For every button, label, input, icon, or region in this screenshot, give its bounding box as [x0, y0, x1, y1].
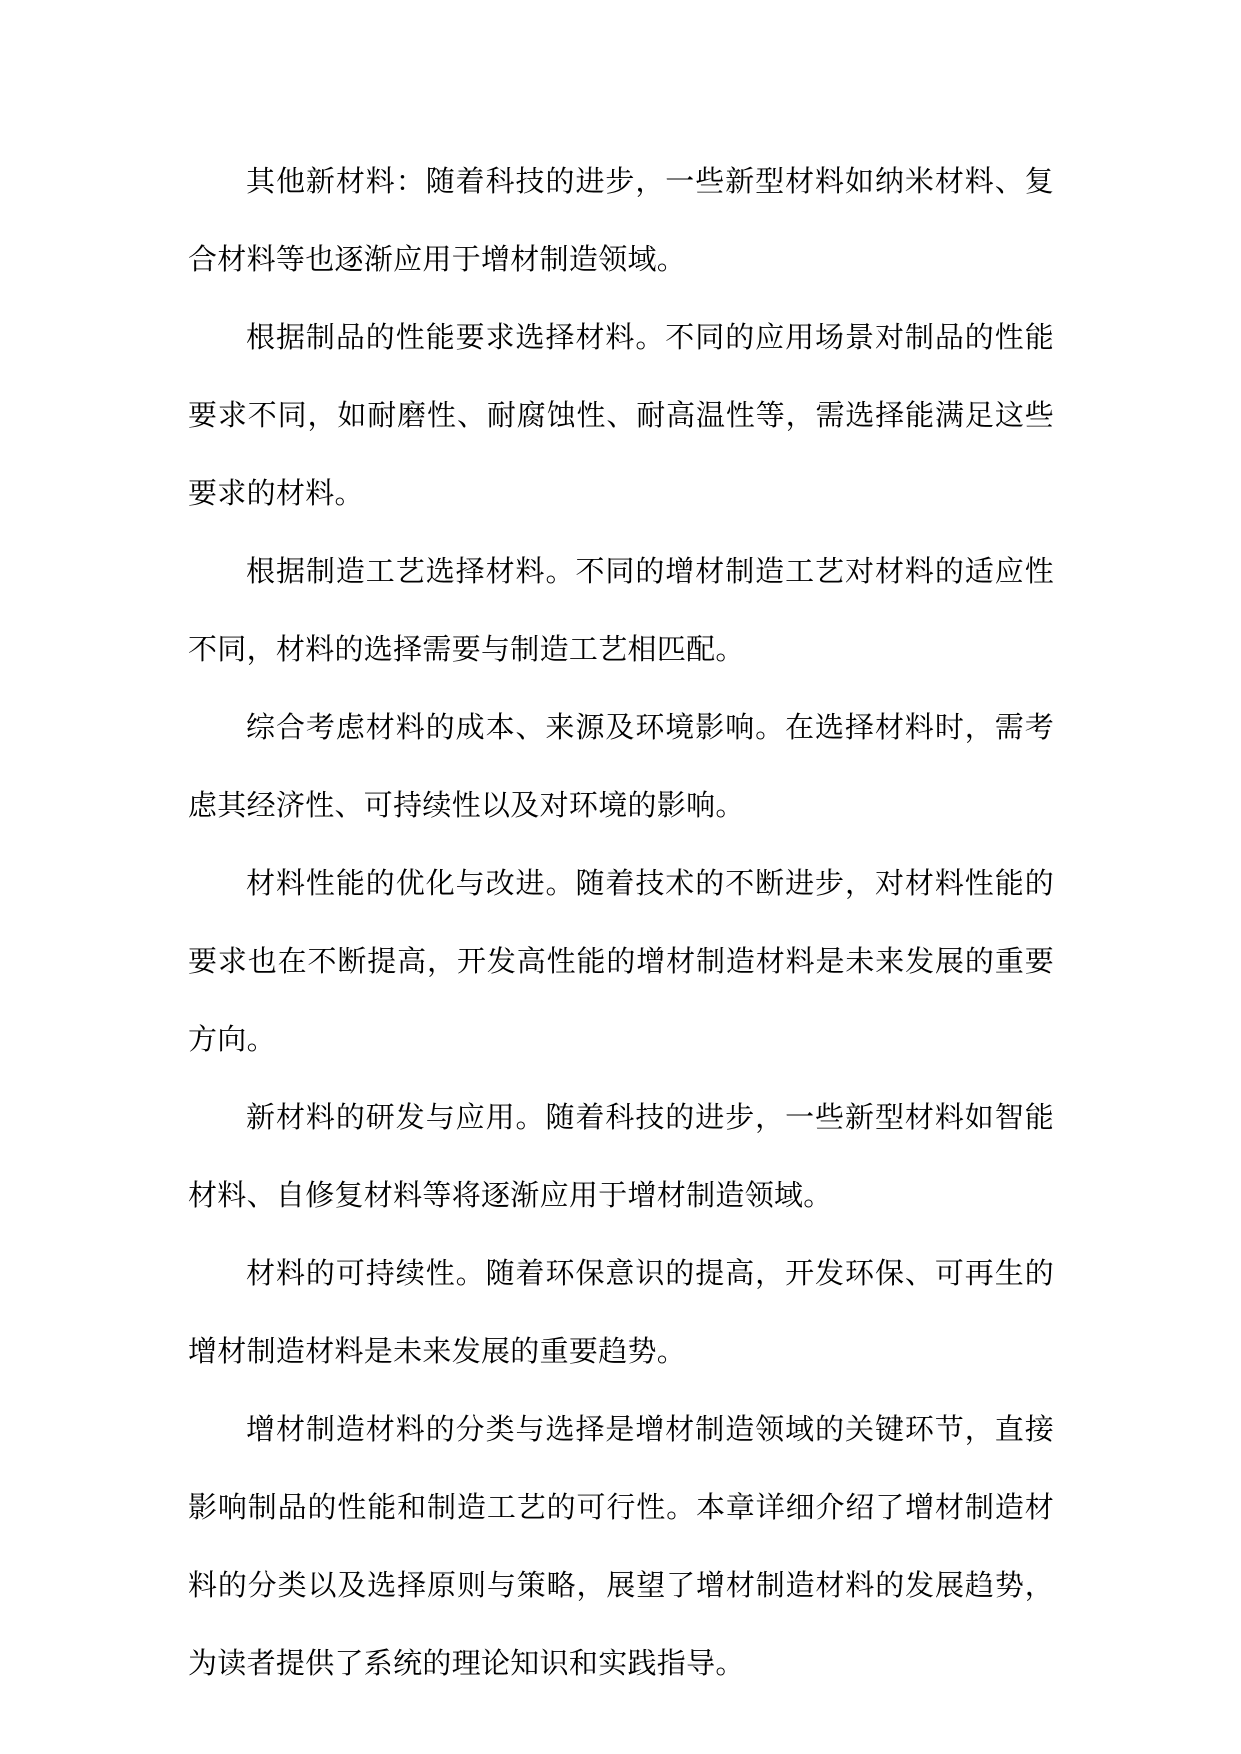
- paragraph-performance-optimization: 材料性能的优化与改进。随着技术的不断进步，对材料性能的要求也在不断提高，开发高性能的增材制造材料是未来发展的重要方向。: [188, 866, 1054, 1056]
- body-text: [188, 142, 1054, 1702]
- paragraph-chapter-summary: 增材制造材料的分类与选择是增材制造领域的关键环节，直接影响制品的性能和制造工艺的可行性。本章详细介绍了增材制造材料的分类以及选择原则与策略，展望了增材制造材料的发展趋势，为读者提供了系统的理论知识和实践指导。: [188, 1412, 1054, 1680]
- paragraph-select-by-performance: 根据制品的性能要求选择材料。不同的应用场景对制品的性能要求不同，如耐磨性、耐腐蚀性、耐高温性等，需选择能满足这些要求的材料。: [188, 320, 1054, 510]
- paragraph-select-by-process: 根据制造工艺选择材料。不同的增材制造工艺对材料的适应性不同，材料的选择需要与制造工艺相匹配。: [188, 554, 1054, 666]
- paragraph-cost-source-environment: 综合考虑材料的成本、来源及环境影响。在选择材料时，需考虑其经济性、可持续性以及对环境的影响。: [188, 710, 1054, 822]
- paragraph-new-material-development: 新材料的研发与应用。随着科技的进步，一些新型材料如智能材料、自修复材料等将逐渐应用于增材制造领域。: [188, 1100, 1054, 1212]
- paragraph-sustainability: 材料的可持续性。随着环保意识的提高，开发环保、可再生的增材制造材料是未来发展的重要趋势。: [188, 1256, 1054, 1368]
- paragraph-other-new-materials: 其他新材料：随着科技的进步，一些新型材料如纳米材料、复合材料等也逐渐应用于增材制造领域。: [188, 164, 1054, 276]
